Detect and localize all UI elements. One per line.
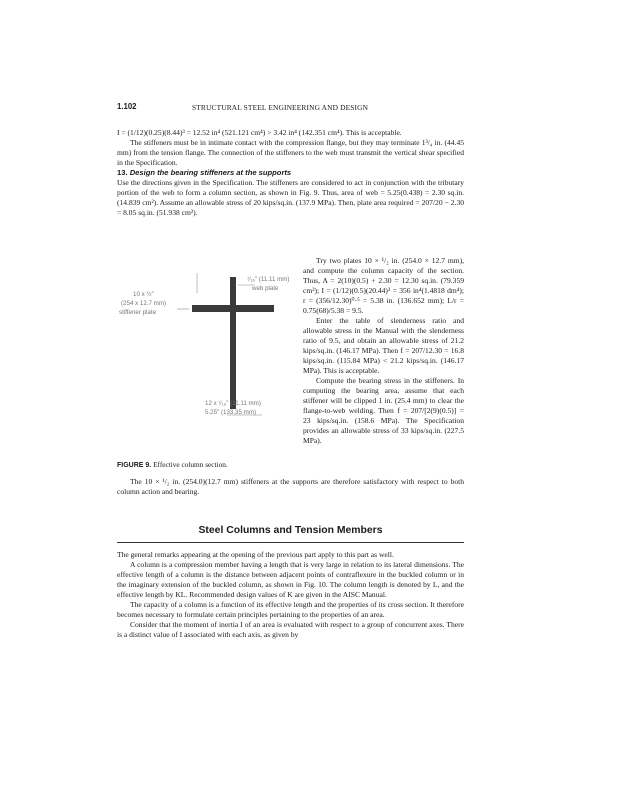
label-stiffener-metric: (254 x 12.7 mm) [121,300,167,307]
section-divider [117,542,464,543]
figure-caption-text: Effective column section. [153,460,228,469]
paragraph-column-definition: A column is a compression member having a length that is very large in relation to its lateral dimensions. The effective length of a column is the distance between adjacent points of contraflexure in the buckled column or in the imaginary extension of the buckled column, as shown in Fig. 10. The column length is denoted by L, and the effective length by KL. Recommended design values of K are given in the AISC Manual. [117,560,464,599]
paragraph-try-plates: Try two plates 10 × ¹/₂ in. (254.0 × 12.7 mm), and compute the column capacity of the section. Thus, A = 2(10)(0.5) + 2.30 = 12.30 sq.in. (79.359 cm²); I = (1/12)(0.5)(20.44)³ = 356 in⁴(1.4818 dm⁴); r = (356/12.30)⁰·⁵ = 5.38 in. (136.652 mm); L/r = 0.75(68)/5.38 = 9.5. [303,256,464,315]
paragraph-inertia-check: I = (1/12)(0.25)(8.44)³ = 12.52 in⁴ (521.121 cm⁴) > 3.42 in⁴ (142.351 cm⁴). This is acceptable. [117,128,402,137]
page-number: 1.102 [117,102,137,111]
figure-caption-label: FIGURE 9. [117,462,152,469]
paragraph-stiffener-contact: The stiffeners must be in intimate contact with the compression flange, but they may terminate 1³/₄ in. (44.45 mm) from the tension flange. The connection of the stiffeners to the web must transmit the vertical shear specified in the Specification. [117,138,464,167]
paragraph-slenderness: Enter the table of slenderness ratio and allowable stress in the Manual with the slenderness ratio of 9.5, and obtain an allowable stress of 21.2 kips/sq.in. (146.17 MPa). Then f = 207/12.30 = 16.8 kips/sq.in. (115.84 MPa) < 21.2 kips/sq.in. (146.17 MPa). This is acceptable. [303,316,464,375]
step-13-body: Use the directions given in the Specification. The stiffeners are considered to act in conjunction with the tributary portion of the web to form a column section, as shown in Fig. 9. Thus, area of web = 5.25(0.438) = 2.30 sq.in. (14.839 cm²). Assume an allowable stress of 20 kips/sq.in. (137.9 MPa). Then, plate area required = 207/20 − 2.30 = 8.05 sq.in. (51.938 cm²). [117,178,464,217]
label-web-section: 12 x ⁷⁄₁₆" (11.11 mm) [205,400,261,407]
section-body [117,550,464,640]
label-web-plate: web plate [252,285,279,292]
paragraph-moment-of-inertia: Consider that the moment of inertia I of an area is evaluated with respect to a group of concurrent axes. There is a distinct value of I associated with each axis, as given by [117,620,464,639]
label-stiffener-size: 10 x ½" [133,291,154,298]
step-13-number: 13. [117,168,128,177]
top-text-block [117,128,464,218]
step-13-heading [117,168,464,178]
stiffener-plate [192,305,274,312]
figure-caption [117,460,228,469]
label-stiffener-plate: stiffener plate [119,309,157,316]
figure-9-column-section [117,263,297,453]
section-title: Steel Columns and Tension Members [198,525,383,536]
running-title: STRUCTURAL STEEL ENGINEERING AND DESIGN [192,102,369,112]
web-plate [230,277,236,409]
step-13-title: Design the bearing stiffeners at the supports [129,168,292,177]
paragraph-general-remarks: The general remarks appearing at the opening of the previous part apply to this part as well. [117,550,394,559]
label-web-thickness: ⁷⁄₁₆" (11.11 mm) [247,276,290,283]
paragraph-column-capacity: The capacity of a column is a function of its effective length and the properties of its cross section. It therefore becomes necessary to formulate certain principles pertaining to the properties of an area. [117,600,464,619]
label-web-width: 5.25" (133.35 mm) [205,409,257,416]
closing-text-block [117,477,464,497]
right-text-column [303,256,464,446]
paragraph-bearing-stress: Compute the bearing stress in the stiffeners. In computing the bearing area, assume that each stiffener will be clipped 1 in. (25.4 mm) to clear the flange-to-web welding. Then f = 207/[2(9)(0.5)] = 23 kips/sq.in. (158.6 MPa). The Specification provides an allowable stress of 33 kips/sq.in. (227.5 MPa). [303,376,464,445]
page-header [117,102,464,111]
paragraph-conclusion: The 10 × ¹/₂ in. (254.0)(12.7 mm) stiffeners at the supports are therefore satisfactory with respect to both column action and bearing. [117,477,464,496]
